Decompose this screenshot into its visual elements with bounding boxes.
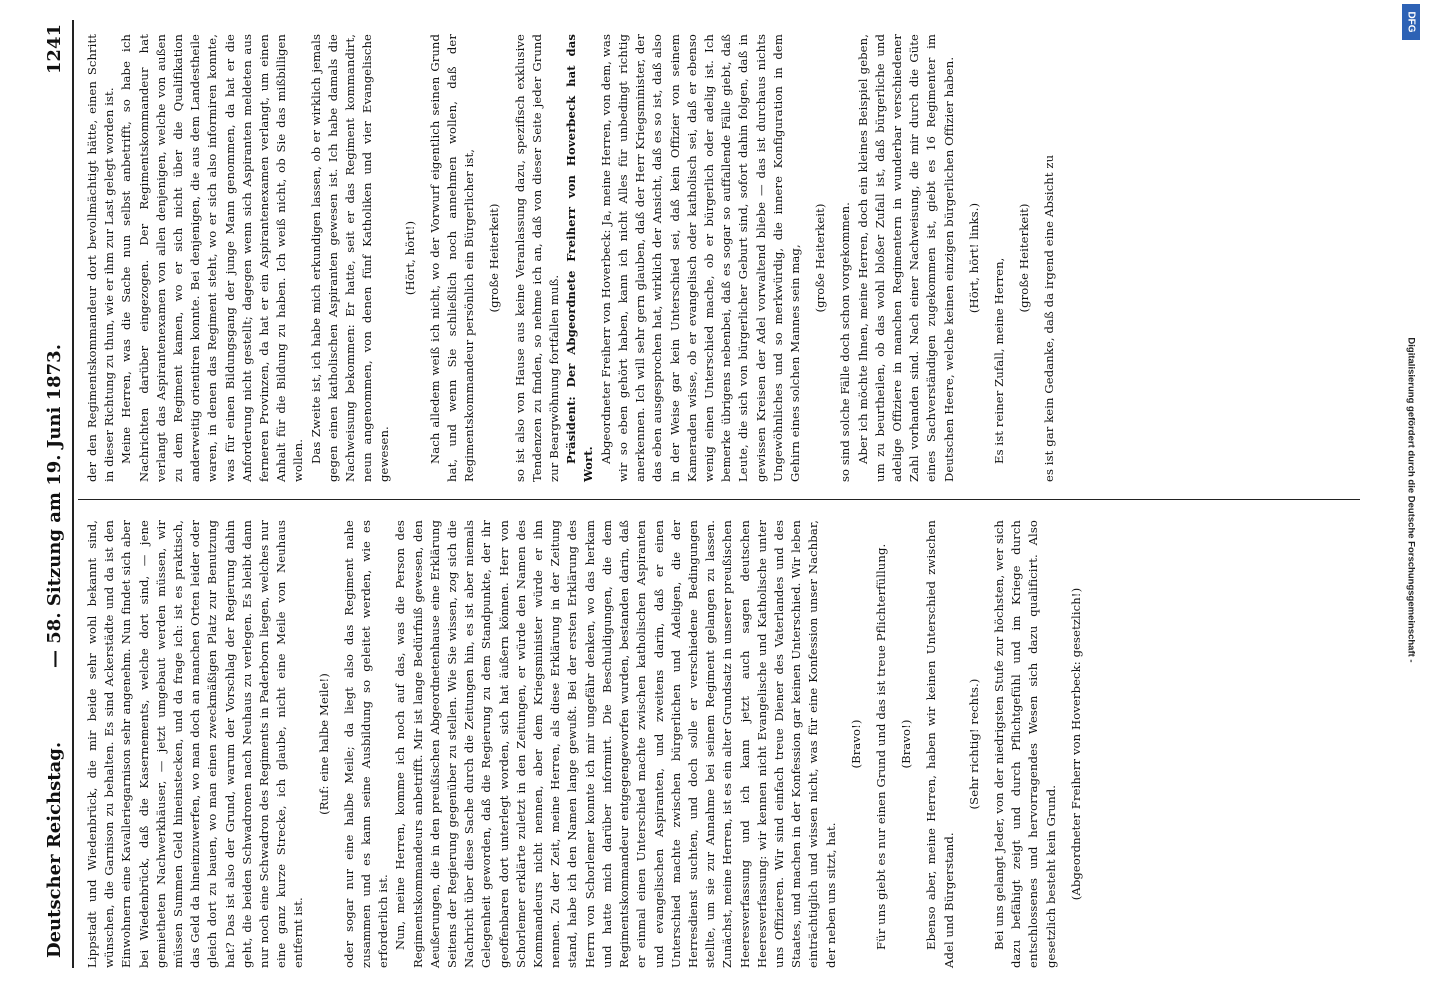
paragraph: Es ist reiner Zufall, meine Herren,: [991, 257, 1006, 464]
dfg-logo-text: DFG: [1405, 11, 1417, 33]
header-rule: [72, 20, 74, 968]
interjection: (große Heiterkeit): [813, 203, 828, 313]
interjection: (Hört, hört! links.): [966, 202, 981, 314]
paragraph: Das Zweite ist, ich habe mich erkundigen lassen, ob er wirklich jemals gegen einen katholischen Aspiranten gewesen ist. Ich habe damals die Nachweisung bekommen: Er hatte, seit er das Regiment kommandirt, neun angenommen, von denen fünf Katholiken und vier Evangelische gewesen.: [308, 34, 392, 482]
interjection: (große Heiterkeit): [1017, 203, 1032, 313]
interjection: (Bravo!): [848, 719, 863, 769]
paragraph: so sind solche Fälle doch schon vorgekommen.: [838, 202, 853, 482]
paragraph: so ist also von Hause aus keine Veranlassung dazu, spezifisch exklusive Tendenzen zu finden, so nehme ich an, daß von dieser Seite jeder Grund zur Beargwöhnung fortfallen muß.: [512, 34, 562, 482]
interjection: (Bravo!): [899, 719, 914, 769]
column-divider: [78, 499, 1360, 500]
dfg-logo: [1402, 4, 1420, 40]
page-header: [38, 20, 70, 968]
interjection: (Ruf: eine halbe Meile!): [316, 673, 331, 815]
interjection: (Hört, hört!): [402, 220, 417, 296]
header-session: — 58. Sitzung am 19. Juni 1873.: [44, 344, 65, 668]
paragraph: Ebenso aber, meine Herren, haben wir keinen Unterschied zwischen Adel und Bürgerstand.: [924, 520, 956, 968]
header-publication: Deutscher Reichstag.: [44, 741, 65, 958]
paragraph: Aber ich möchte Ihnen, meine Herren, doch ein kleines Beispiel geben, um zu beurtheilen, ob das wohl bloßer Zufall ist, daß bürgerliche und adelige Offiziere in manchen Regimentern in wunderbar verschiedener Zahl vorhanden sind. Nach einer Nachweisung, die mir durch die Güte eines Sachverständigen zugekommen ist, giebt es 16 Regimenter im Deutschen Heere, welche keinen einzigen bürgerlichen Offizier haben.: [855, 34, 956, 482]
paragraph: oder sogar nur eine halbe Meile; da liegt also das Regiment nahe zusammen und es kann seine Ausbildung so geleitet werden, wie es erforderlich ist.: [341, 520, 391, 968]
speaker-paragraph: Präsident: Der Abgeordnete Freiherr von Hoverbeck hat das Wort.: [564, 34, 596, 482]
paragraph: Für uns giebt es nur einen Grund und das ist treue Pflichterfüllung.: [873, 543, 888, 950]
paragraph: Nun, meine Herren, komme ich noch auf das, was die Person des Regimentskommandeurs anbetrifft. Mir ist lange Bedürfniß gewesen, den Aeußerungen, die in den preußischen Abgeordnetenhause eine Erklärung Seitens der Regierung gegenüber zu stellen. Wie Sie wissen, zog sich die Nachricht über diese Sache durch die Zeitungen hin, es ist aber niemals Gelegenheit geworden, daß die Regierung zu dem Standpunkte, der ihr geoffenbaren dort unterlegt worden, sich hat äußern können. Herr von Schorlemer erklärte zuletzt in den Zeitungen, er würde den Namen des Kommandeurs nicht nennen, aber dem Kriegsminister würde er ihn nennen. Zu der Zeit, meine Herren, als diese Erklärung in der Zeitung stand, habe ich den Namen lange gewußt. Bei der ersten Erklärung des Herrn von Schorlemer konnte ich mir ungefähr denken, wo das herkam und hatte mich darüber informirt. Die Beschuldigungen, die dem Regimentskommandeur entgegengeworfen wurden, bestanden darin, daß er einmal einen Unterschied machte zwischen katholischen Aspiranten und evangelischen Aspiranten, und zweitens darin, daß er einen Unterschied machte zwischen bürgerlichen und Adeligen, die der Herresdienst suchten, und doch solle er verschiedene Bedingungen stellte, um sie zur Annahme bei seinem Regiment gelangen zu lassen. Zunächst, meine Herren, ist es ein alter Grundsatz in unserer preußischen Heeresverfassung und ich kann jetzt auch sagen deutschen Heeresverfassung: wir kennen nicht Evangelische und Katholische unter uns Offizieren. Wir sind einfach treue Diener des Vaterlandes und des Staates, und machen in der Konfession gar keinen Unterschied. Wir leben einträchtiglich und wissen nicht, was für eine Konfession unser Nachbar, der neben uns sitzt, hat.: [393, 520, 838, 968]
paragraph: Meine Herren, was die Sache nun selbst anbetrifft, so habe ich Nachrichten darüber eingezogen. Der Regimentskommandeur hat verlangt das Aspirantenexamen von allen denjenigen, welche von außen zu dem Regiment kamen, wo er sich nicht über die Qualifikation anderweitig orientiren konnte. Bei denjenigen, die aus dem Landestheile waren, in denen das Regiment steht, wo er sich also informiren konnte, was für einen Bildungsgang der junge Mann genommen, da hat er die Anforderung nicht gestellt; dagegen wenn sich Aspiranten meldeten aus ferneren Provinzen, da hat er ein Aspirantenexamen verlangt, um einen Anhalt für die Bildung zu haben. Ich weiß nicht, ob Sie das mißbilligen wollen.: [119, 34, 306, 482]
paragraph: Lippstadt und Wiedenbrück, die mir beide sehr wohl bekannt sind, wünschen, die Garnison zu behalten. Es sind Ackerstädte und da ist den Einwohnern eine Kavalleriegarnison sehr angenehm. Nun findet sich aber bei Wiedenbrück, daß die Kasernements, welche dort sind, — jene gemietheten Nachwerkhäuser, — jetzt umgebaut werden müssen, wir müssen Summen Geld hineinstecken, und da frage ich: ist es praktisch, das Geld da hineinzuwerfen, wo man doch an manchen Orten leider oder gleich dort zu bauen, wo man einen zweckmäßigen Platz zur Benutzung hat? Das ist also der Grund, warum der Vorschlag der Regierung dahin geht, die beiden Schwadronen nach Neuhaus zu verlegen. Es bleibt dann nur noch eine Schwadron des Regiments in Paderborn liegen, welches nur eine ganz kurze Strecke, ich glaube, nicht eine Meile von Neuhaus entfernt ist.: [85, 520, 306, 968]
paragraph: der den Regimentskommandeur dort bevollmächtigt hätte, einen Schritt in dieser Richtung zu thun, wie er ihm zur Last gelegt worden ist.: [85, 34, 117, 482]
speaker-paragraph: Abgeordneter Freiherr von Hoverbeck: Ja, meine Herren, von dem, was wir so eben gehört haben, kann ich nicht Alles für unbedingt richtig anerkennen. Ich will sehr gern glauben, daß der Herr Kriegsminister, der das eben ausgesprochen hat, wirklich der Ansicht, daß es so ist, daß also in der Weise gar kein Unterschied sei, daß kein Offizier von seinem Kameraden wisse, ob er evangelisch oder katholisch sei, daß er ebenso wenig einen Unterschied mache, ob er bürgerlich oder adelig ist. Ich bemerke übrigens nebenbei, daß es sogar so auffallende Fälle giebt, daß Leute, die sich von bürgerlicher Geburt sind, sofort dahin folgen, daß in gewissen Kreisen der Adel vorwaltend bliebe — das ist durchaus nichts Ungewöhnliches und so merkwürdig, die innere Konfiguration in dem Gehirn eines solchen Mannes sein mag,: [598, 34, 802, 482]
funding-sidebar: [1396, 10, 1426, 990]
interjection: (große Heiterkeit): [487, 203, 502, 313]
left-column: [84, 520, 1093, 968]
paragraph: Bei uns gelangt Jeder, von der niedrigsten Stufe zur höchsten, wer sich dazu befähigt zeigt und durch Pflichtgefühl und im Kriege durch entschlossenes und hervorragendes Wesen sich dazu qualificirt. Also gesetzlich besteht kein Grund.: [991, 520, 1058, 968]
interjection: (Abgeordneter Freiherr von Hoverbeck: gesetzlich!): [1068, 587, 1083, 901]
funding-credit: Digitalisierung gefördert durch die Deutsche Forschungsgemeinschaft -: [1405, 337, 1417, 663]
right-column: [84, 34, 1059, 482]
page-number: 1241: [44, 24, 65, 75]
paragraph: es ist gar kein Gedanke, daß da irgend eine Absicht zu: [1042, 154, 1057, 482]
paragraph: Nach alledem weiß ich nicht, wo der Vorwurf eigentlich seinen Grund hat, und wenn Sie schließlich noch annehmen wollen, daß der Regimentskommandeur persönlich ein Bürgerlicher ist,: [427, 34, 477, 482]
interjection: (Sehr richtig! rechts.): [966, 678, 981, 810]
